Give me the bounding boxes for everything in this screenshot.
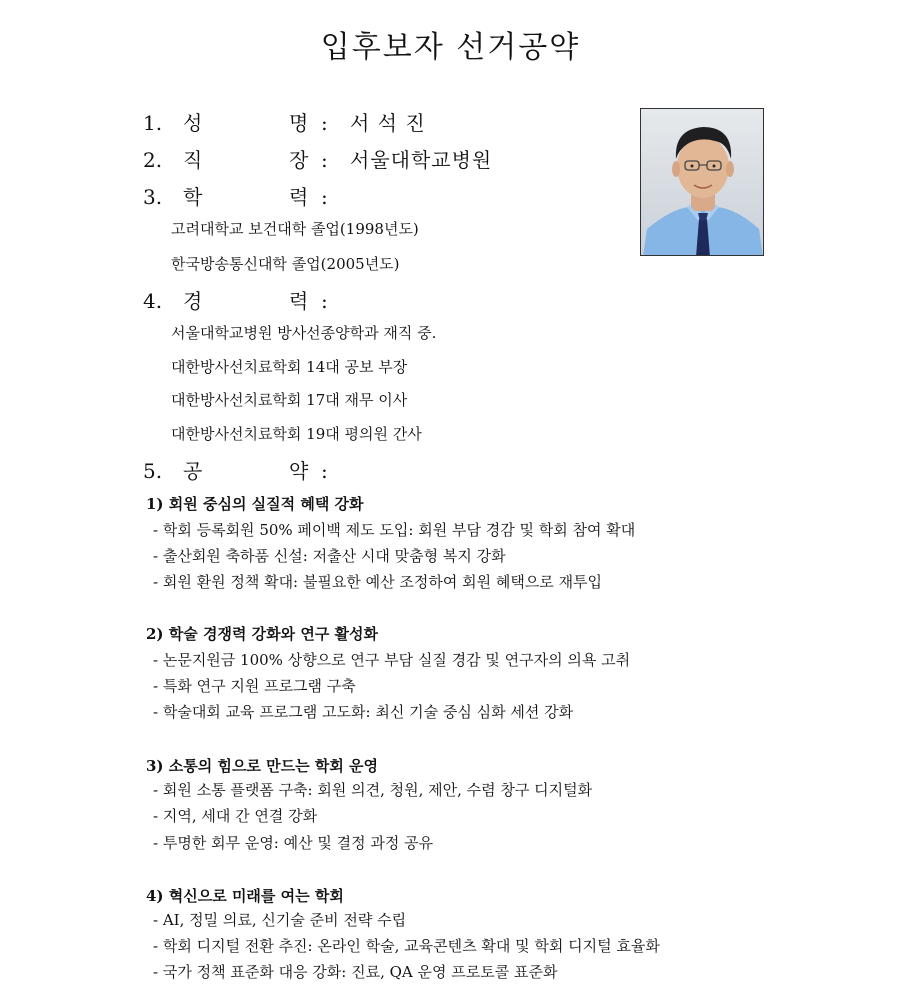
pledge-item: - 논문지원금 100% 상향으로 연구 부담 실질 경감 및 연구자의 의욕 고취 [153, 651, 631, 669]
field-number: 3. [143, 185, 163, 209]
field-label-char: 력 [289, 289, 309, 313]
candidate-photo [640, 108, 764, 256]
pledge-item: - AI, 정밀 의료, 신기술 준비 전략 수립 [153, 911, 407, 929]
field-colon: : [321, 185, 328, 209]
career-item: 대한방사선치료학회 14대 공보 부장 [171, 358, 408, 376]
field-number: 2. [143, 148, 163, 172]
field-label-char: 명 [289, 111, 309, 135]
pledge-item: - 학회 디지털 전환 추진: 온라인 학술, 교육콘텐츠 확대 및 학회 디지털 효율화 [153, 937, 660, 955]
career-item: 서울대학교병원 방사선종양학과 재직 중. [171, 324, 437, 342]
education-item: 한국방송통신대학 졸업(2005년도) [171, 255, 400, 273]
field-label-char: 경 [183, 289, 203, 313]
field-number: 5. [143, 459, 163, 483]
field-colon: : [321, 148, 328, 172]
pledge-item: - 지역, 세대 간 연결 강화 [153, 807, 318, 825]
field-colon: : [321, 111, 328, 135]
pledge-item: - 학술대회 교육 프로그램 고도화: 최신 기술 중심 심화 세션 강화 [153, 703, 574, 721]
pledge-item: - 회원 환원 정책 확대: 불필요한 예산 조정하여 회원 혜택으로 재투입 [153, 573, 603, 591]
field-label-char: 약 [289, 459, 309, 483]
pledge-section-title: 2) 학술 경쟁력 강화와 연구 활성화 [146, 625, 379, 643]
field-number: 4. [143, 289, 163, 313]
field-label-char: 공 [183, 459, 203, 483]
pledge-item: - 투명한 회무 운영: 예산 및 결정 과정 공유 [153, 834, 434, 852]
field-label-char: 력 [289, 185, 309, 209]
field-colon: : [321, 289, 328, 313]
pledge-item: - 학회 등록회원 50% 페이백 제도 도입: 회원 부담 경감 및 학회 참여 확대 [153, 521, 636, 539]
career-item: 대한방사선치료학회 17대 재무 이사 [171, 391, 408, 409]
field-label-char: 직 [183, 148, 203, 172]
pledge-section-title: 4) 혁신으로 미래를 여는 학회 [146, 887, 344, 905]
candidate-name: 서 석 진 [350, 111, 426, 135]
pledge-item: - 회원 소통 플랫폼 구축: 회원 의견, 청원, 제안, 수렴 창구 디지털화 [153, 781, 593, 799]
field-colon: : [321, 459, 328, 483]
pledge-section-title: 3) 소통의 힘으로 만드는 학회 운영 [146, 757, 379, 775]
field-label-char: 성 [183, 111, 203, 135]
career-item: 대한방사선치료학회 19대 평의원 간사 [171, 425, 422, 443]
portrait-image [641, 109, 764, 256]
education-item: 고려대학교 보건대학 졸업(1998년도) [171, 220, 419, 238]
pledge-item: - 출산회원 축하품 신설: 저출산 시대 맞춤형 복지 강화 [153, 547, 506, 565]
pledge-item: - 국가 정책 표준화 대응 강화: 진료, QA 운영 프로토콜 표준화 [153, 963, 558, 981]
pledge-item: - 특화 연구 지원 프로그램 구축 [153, 677, 356, 695]
candidate-workplace: 서울대학교병원 [350, 148, 493, 172]
pledge-section-title: 1) 회원 중심의 실질적 혜택 강화 [146, 495, 364, 513]
field-number: 1. [143, 111, 163, 135]
page-title: 입후보자 선거공약 [320, 30, 581, 65]
field-label-char: 장 [289, 148, 309, 172]
field-label-char: 학 [183, 185, 203, 209]
